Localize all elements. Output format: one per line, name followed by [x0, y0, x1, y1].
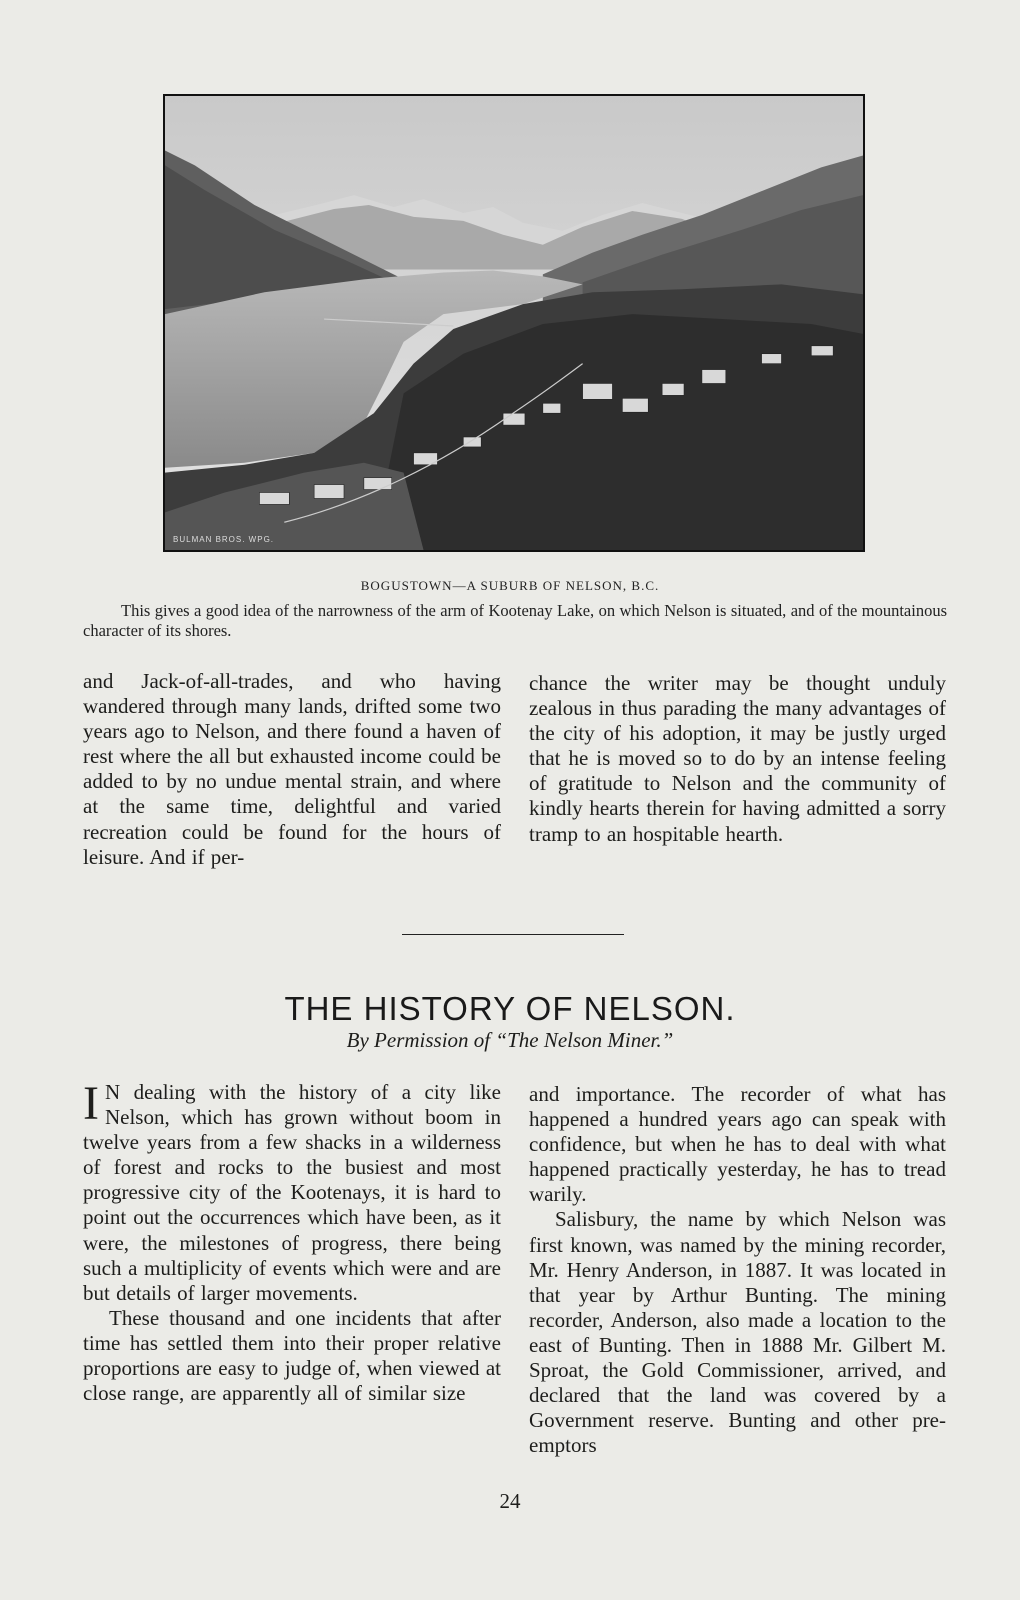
article-paragraph-1-text: N dealing with the history of a city like Nelson, which has grown without boom in twelve years from a few shacks in a wilderness of forest and rocks to the busiest and most progressive city of the Kootenays, it is hard to point out the occurrences which have been, as it were, the milestones of progress, there being such a multiplicity of events which were and are but details of larger movements.: [83, 1080, 501, 1305]
continuation-left-column: [83, 669, 501, 870]
drop-cap: I: [83, 1077, 99, 1130]
section-divider: [402, 934, 624, 935]
photo-caption-title: BOGUSTOWN—A SUBURB OF NELSON, B.C.: [360, 578, 660, 593]
article-left-column: [83, 1077, 501, 1406]
photo-caption-text: This gives a good idea of the narrowness of the arm of Kootenay Lake, on which Nelson is situated, and of the mountainous character of its shores.: [83, 601, 947, 640]
bogustown-photo: [163, 94, 865, 552]
article-right-column: [529, 1082, 946, 1458]
photo-credit: BULMAN BROS. WPG.: [173, 535, 275, 544]
article-paragraph-2: These thousand and one incidents that after time has settled them into their proper relative proportions are easy to judge of, when viewed at close range, are apparently all of similar size: [83, 1305, 501, 1406]
continuation-right-column: [529, 671, 946, 847]
continuation-right-text: chance the writer may be thought unduly zealous in thus parading the many advantages of the city of his adoption, it may be justly urged that he is moved so to do by an intense feeling of gratitude to Nelson and the community of kindly hearts therein for having admitted a sorry tramp to an hospitable hearth.: [529, 671, 946, 846]
article-title: THE HISTORY OF NELSON.: [284, 990, 736, 1028]
article-byline: By Permission of “The Nelson Miner.”: [346, 1028, 674, 1052]
article-paragraph-3: and importance. The recorder of what has happened a hundred years ago can speak with confidence, but when he has to deal with what happened practically yesterday, he has to tread warily.: [529, 1082, 946, 1207]
page-number: 24: [499, 1489, 521, 1513]
article-paragraph-1: [83, 1077, 501, 1306]
continuation-left-text: and Jack-of-all-trades, and who having wandered through many lands, drifted some two years ago to Nelson, and there found a haven of rest where the all but exhausted income could be added to by no undue mental strain, and where at the same time, delightful and varied recreation could be found for the hours of leisure. And if per-: [83, 669, 501, 869]
article-paragraph-4: Salisbury, the name by which Nelson was first known, was named by the mining recorder, Mr. Henry Anderson, in 1887. It was located in that year by Arthur Bunting. The mining recorder, Anderson, also made a location to the east of Bunting. Then in 1888 Mr. Gilbert M. Sproat, the Gold Commissioner, arrived, and declared that the land was covered by a Government reserve. Bunting and other pre-emptors: [529, 1207, 946, 1458]
landscape-photo-illustration: [165, 96, 863, 550]
